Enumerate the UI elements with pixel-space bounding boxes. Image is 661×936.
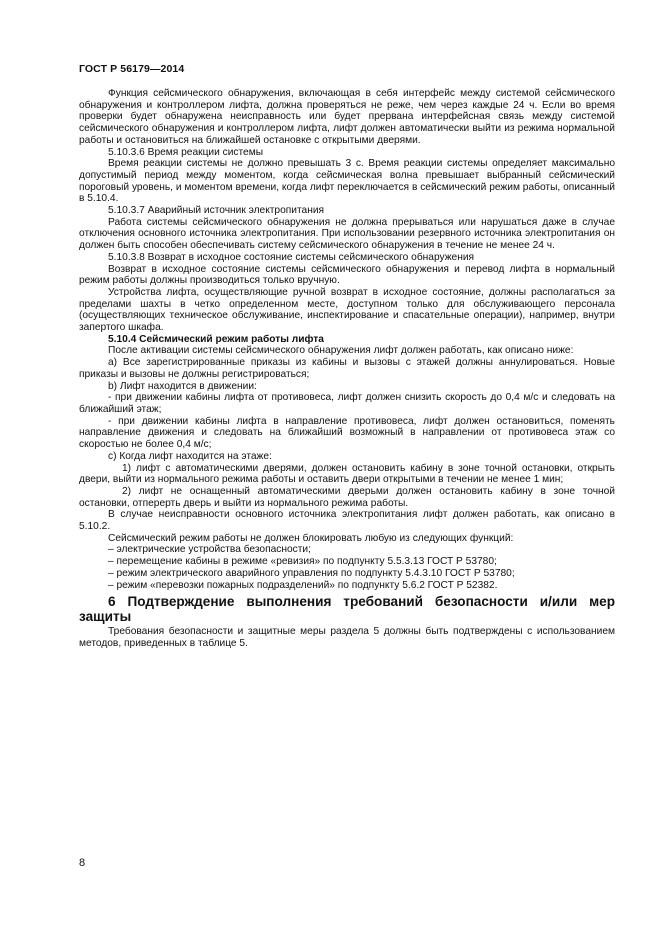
clause-5-10-3-7-title: 5.10.3.7 Аварийный источник электропитания	[108, 205, 325, 217]
list-item-c-2: 2) лифт не оснащенный автоматическими дверьми должен остановить кабину в зоне точной остановки, отперерть дверь и выйти из нормального режима работы.	[79, 485, 615, 509]
document-header: ГОСТ Р 56179—2014	[79, 63, 185, 75]
paragraph-reset-manual: Возврат в исходное состояние системы сейсмического обнаружения и перевод лифта в нормальный режим работы должны производиться только вручную.	[79, 263, 615, 287]
list-item-a: a) Все зарегистрированные приказы из кабины и вызовы с этажей должны аннулироваться. Новые приказы и вызовы не должны регистрироваться;	[79, 357, 615, 380]
paragraph-after-activation: После активации системы сейсмического обнаружения лифт должен работать, как описано ниже:	[108, 345, 574, 357]
section-6-heading: 6 Подтверждение выполнения требований безопасности и/или мер защиты	[79, 594, 615, 624]
clause-5-10-4-title: 5.10.4 Сейсмический режим работы лифта	[108, 333, 324, 345]
page-number: 8	[79, 857, 86, 869]
paragraph-reset-devices: Устройства лифта, осуществляющие ручной возврат в исходное состояние, должны располагаться за пределами шахты в четко определенном месте, доступном только для обслуживающего персонала (осуществляющих техническое обслуживание, инспектирование и спасательные операции), например, внутри запертого шкафа.	[79, 286, 615, 334]
list-item-b-1: - при движении кабины лифта от противовеса, лифт должен снизить скорость до 0,4 м/с и следовать на ближайший этаж;	[79, 392, 615, 415]
clause-5-10-3-8-title: 5.10.3.8 Возврат в исходное состояние системы сейсмического обнаружения	[108, 251, 475, 263]
list-item-b-2: - при движении кабины лифта в направление противовеса, лифт должен остановиться, поменять направление движения и следовать на ближайший возможный в направлении от противовеса этаж со скоростью не более 0,4 м/с;	[79, 415, 615, 451]
list-item-c: c) Когда лифт находится на этаже:	[108, 450, 272, 462]
document-body	[79, 88, 615, 650]
dash-item-1: – электрические устройства безопасности;	[108, 544, 311, 556]
paragraph-emergency-power: Работа системы сейсмического обнаружения не должна прерываться или нарушаться даже в случае отключения основного источника электропитания. При использовании резервного источника электропитания он должен быть способен обеспечивать систему сейсмического обнаружения в течение не менее 24 ч.	[79, 216, 615, 252]
paragraph-not-block: Сейсмический режим работы не должен блокировать любую из следующих функций:	[108, 532, 514, 544]
clause-5-10-3-6-title: 5.10.3.6 Время реакции системы	[108, 146, 264, 158]
list-item-b: b) Лифт находится в движении:	[108, 380, 257, 392]
paragraph-reaction-time: Время реакции системы не должно превышать 3 с. Время реакции системы определяет максимально допустимый период между моментом, когда сейсмическая волна превышает выбранный сейсмический пороговый уровень, и моментом времени, когда лифт переключается в сейсмический режим работы, описанный в 5.10.4.	[79, 158, 615, 205]
dash-item-2: – перемещение кабины в режиме «ревизия» по подпункту 5.5.3.13 ГОСТ Р 53780;	[108, 556, 497, 568]
dash-item-4: – режим «перевозки пожарных подразделений» по подпункту 5.6.2 ГОСТ Р 52382.	[108, 579, 498, 591]
dash-item-3: – режим электрического аварийного управления по подпункту 5.4.3.10 ГОСТ Р 53780;	[108, 567, 515, 579]
paragraph-power-failure: В случае неисправности основного источника электропитания лифт должен работать, как описано в 5.10.2.	[79, 509, 615, 533]
paragraph-interface-check: Функция сейсмического обнаружения, включающая в себя интерфейс между системой сейсмического обнаружения и контроллером лифта, должна проверяться не реже, чем через каждые 24 ч. Если во время проверки будет обнаружена неисправность или будет прервана интерфейсная связь между системой сейсмического обнаружения и контроллером лифта, лифт должен автоматически выйти из режима нормальной работы и остановиться на ближайшей остановке с открытыми дверями.	[79, 88, 615, 146]
paragraph-section-6: Требования безопасности и защитные меры раздела 5 должны быть подтверждены с использованием методов, приведенных в таблице 5.	[79, 626, 615, 649]
list-item-c-1: 1) лифт с автоматическими дверями, должен остановить кабину в зоне точной остановки, открыть двери, выйти из нормального режима работы и оставить двери открытыми в течении не менее 1 мин;	[79, 462, 615, 486]
